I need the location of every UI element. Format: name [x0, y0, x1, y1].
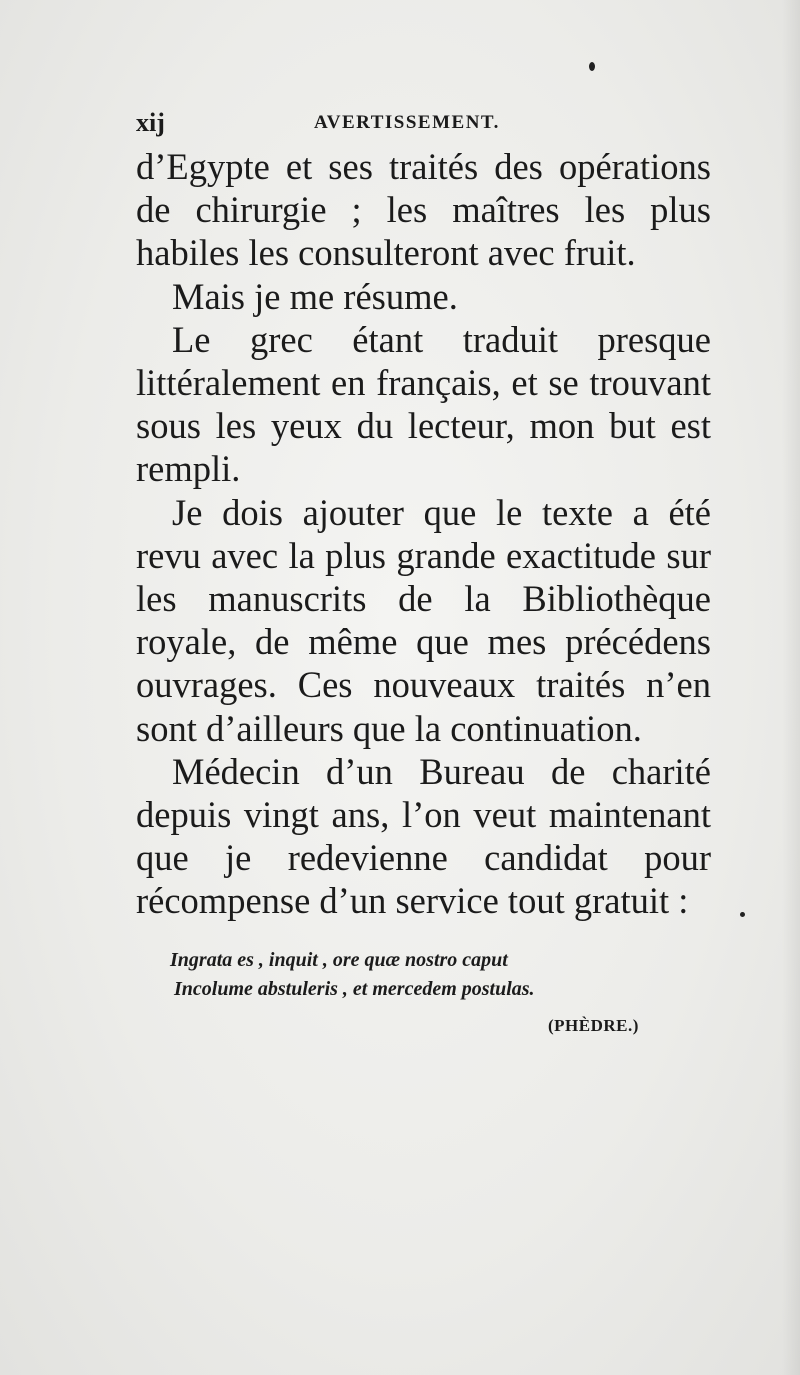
page-number: xij: [136, 108, 165, 137]
body-text: [136, 145, 711, 923]
paragraph-1: d’Egypte et ses traités des opérations de chirurgie ; les maîtres les plus habiles les consulteront avec fruit.: [136, 146, 711, 274]
page-header: [136, 108, 711, 142]
running-head: AVERTISSEMENT.: [314, 112, 500, 133]
paragraph-4: Je dois ajouter que le texte a été revu avec la plus grande exactitude sur les manuscrits de la Bibliothèque royale, de même que mes précédens ouvrages. Ces nouveaux traités n’en sont d’ailleurs que la continuation.: [136, 491, 711, 749]
quote-attribution: (PHÈDRE.): [548, 1016, 639, 1035]
latin-quotation: [170, 946, 670, 1004]
paragraph-5: Médecin d’un Bureau de charité depuis vingt ans, l’on veut maintenant que je redevienne candidat pour récompense d’un service tout gratuit :: [136, 750, 711, 922]
quote-line-1: Ingrata es , inquit , ore quæ nostro caput: [170, 949, 508, 971]
ink-speck-right: [740, 912, 745, 917]
ink-speck-top: [589, 62, 595, 71]
paragraph-3: Le grec étant traduit presque littéralement en français, et se trouvant sous les yeux du lecteur, mon but est rempli.: [136, 318, 711, 490]
page-edge-shadow: [782, 0, 800, 1375]
paragraph-2: Mais je me résume.: [172, 275, 458, 317]
quote-line-2: Incolume abstuleris , et mercedem postulas.: [174, 978, 535, 1000]
